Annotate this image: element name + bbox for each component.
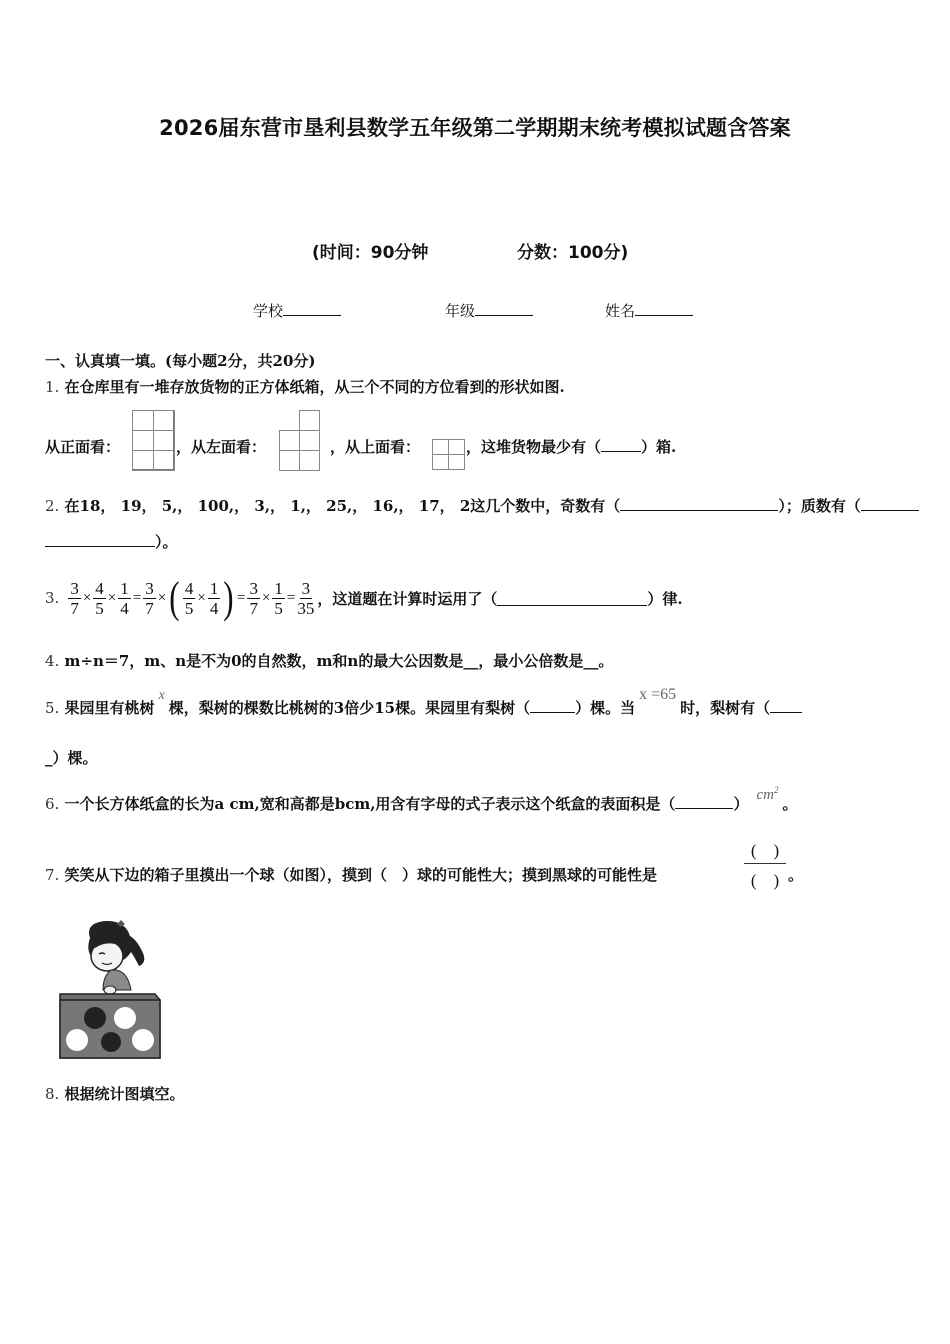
- fraction-numerator[interactable]: ( ): [744, 836, 786, 864]
- fraction: $\frac{1}{4}$: [120, 578, 129, 618]
- grade-label: 年级: [445, 302, 476, 320]
- question-text: 时，梨树有（: [680, 699, 771, 717]
- pear-trees-blank[interactable]: [530, 698, 575, 713]
- question-text: ）棵。当: [575, 699, 636, 717]
- question-text: ）: [733, 795, 749, 813]
- pear-count-blank[interactable]: [770, 698, 802, 713]
- school-blank[interactable]: [283, 301, 341, 316]
- question-number: 8.: [45, 1085, 60, 1103]
- question-number: 1.: [45, 378, 60, 396]
- grade-blank[interactable]: [475, 301, 533, 316]
- question-number: 7.: [45, 866, 60, 884]
- exam-time: (时间：90分钟: [312, 243, 429, 263]
- question-text: 果园里有桃树: [64, 699, 155, 717]
- left-view-figure: [279, 410, 321, 470]
- grade-field[interactable]: [445, 300, 533, 321]
- question-text: ）；质数有（: [778, 497, 861, 515]
- fraction: $\frac{1}{4}$: [209, 578, 219, 618]
- fraction: $\frac{3}{7}$: [145, 578, 154, 618]
- question-text: 在18， 19， 5,， 100,， 3,， 1,， 25,， 16,， 17， 2这几个数中，奇数有（: [64, 497, 621, 515]
- question-2-text: [45, 495, 919, 516]
- name-field[interactable]: [605, 300, 693, 321]
- question-1-tail: [466, 436, 676, 457]
- question-number: 3.: [45, 589, 60, 607]
- question-text: 一个长方体纸盒的长为a cm,宽和高都是bcm,用含有字母的式子表示这个纸盒的表面积是（: [64, 795, 676, 813]
- variable-x: x: [158, 688, 165, 703]
- fraction: $\frac{4}{5}$: [184, 578, 194, 618]
- question-number: 2.: [45, 497, 60, 515]
- question-number: 5.: [45, 699, 60, 717]
- tail-text: ）箱.: [641, 438, 677, 456]
- condition-x: x =65: [639, 686, 677, 703]
- prime-numbers-blank-cont[interactable]: [45, 532, 155, 547]
- question-text: ）律.: [647, 589, 683, 608]
- name-blank[interactable]: [635, 301, 693, 316]
- school-field[interactable]: [253, 300, 341, 321]
- fraction-denominator[interactable]: ( ): [750, 871, 780, 890]
- name-label: 姓名: [605, 302, 636, 320]
- question-text: 笑笑从下边的箱子里摸出一个球（如图），摸到（ ）球的可能性大；摸到黑球的可能性是: [64, 866, 658, 884]
- question-number: 6.: [45, 795, 60, 813]
- fraction: $\frac{3}{35}$: [297, 578, 315, 618]
- question-7: [45, 864, 657, 885]
- left-view-label: ，从左面看：: [176, 438, 267, 456]
- prime-numbers-blank[interactable]: [861, 496, 919, 511]
- girl-with-ball-box-illustration: [55, 918, 165, 1063]
- fraction: $\frac{3}{7}$: [249, 578, 258, 618]
- surface-area-blank[interactable]: [675, 794, 733, 809]
- left-paren: (: [169, 573, 180, 622]
- question-6: [45, 785, 798, 814]
- question-text: 。: [788, 866, 804, 884]
- section-heading: 一、认真填一填。(每小题2分，共20分): [45, 352, 316, 370]
- tail-text: ，这堆货物最少有（: [466, 438, 602, 456]
- fraction: $\frac{3}{7}$: [70, 578, 79, 618]
- document-title: 2026届东营市垦利县数学五年级第二学期期末统考模拟试题含答案: [159, 116, 791, 140]
- answer-blank[interactable]: [601, 437, 641, 452]
- question-text: ）。: [155, 533, 178, 551]
- top-view-figure: [432, 439, 465, 470]
- question-4: [45, 650, 613, 671]
- question-2-cont: [45, 531, 178, 552]
- question-5-cont: _）棵。: [45, 749, 98, 767]
- front-view-figure: [132, 410, 174, 470]
- question-8: [45, 1083, 185, 1104]
- top-view-label: ，从上面看：: [330, 438, 421, 456]
- fraction: $\frac{4}{5}$: [95, 578, 104, 618]
- question-text: 在仓库里有一堆存放货物的正方体纸箱，从三个不同的方位看到的形状如图.: [64, 378, 565, 396]
- law-blank[interactable]: [497, 591, 647, 606]
- odd-numbers-blank[interactable]: [620, 496, 778, 511]
- unit-cm: $cm^2$: [756, 785, 779, 803]
- question-text: ，这道题在计算时运用了（: [317, 589, 498, 608]
- exam-score: 分数：100分): [517, 243, 629, 263]
- question-3: 3. $\frac{3}{7}$ × $\frac{4}{5}$ × $\frac{1}{4}$ = $\frac{3}{7}$ × ( $\frac{4}{5}$ × $\frac{1}{4}$ ) = $\frac{3}{7}$ × $\frac{1}{5}$ = $\frac{3}{35}$ ，这道题在计算时运用了（ ）律.: [45, 573, 683, 622]
- probability-fraction[interactable]: [744, 836, 786, 891]
- question-number: 4.: [45, 652, 60, 670]
- question-text: 根据统计图填空。: [64, 1085, 185, 1103]
- question-1-text: [45, 376, 565, 397]
- fraction: $\frac{1}{5}$: [274, 578, 283, 618]
- question-text: 。: [782, 795, 798, 813]
- question-text: 棵，梨树的棵数比桃树的3倍少15棵。果园里有梨树（: [168, 699, 531, 717]
- question-text: m÷n＝7，m、n是不为0的自然数，m和n的最大公因数是__，最小公倍数是__。: [64, 652, 614, 670]
- front-view-label: 从正面看：: [45, 438, 121, 456]
- school-label: 学校: [253, 302, 284, 320]
- right-paren: ): [223, 573, 234, 622]
- question-5: [45, 686, 802, 718]
